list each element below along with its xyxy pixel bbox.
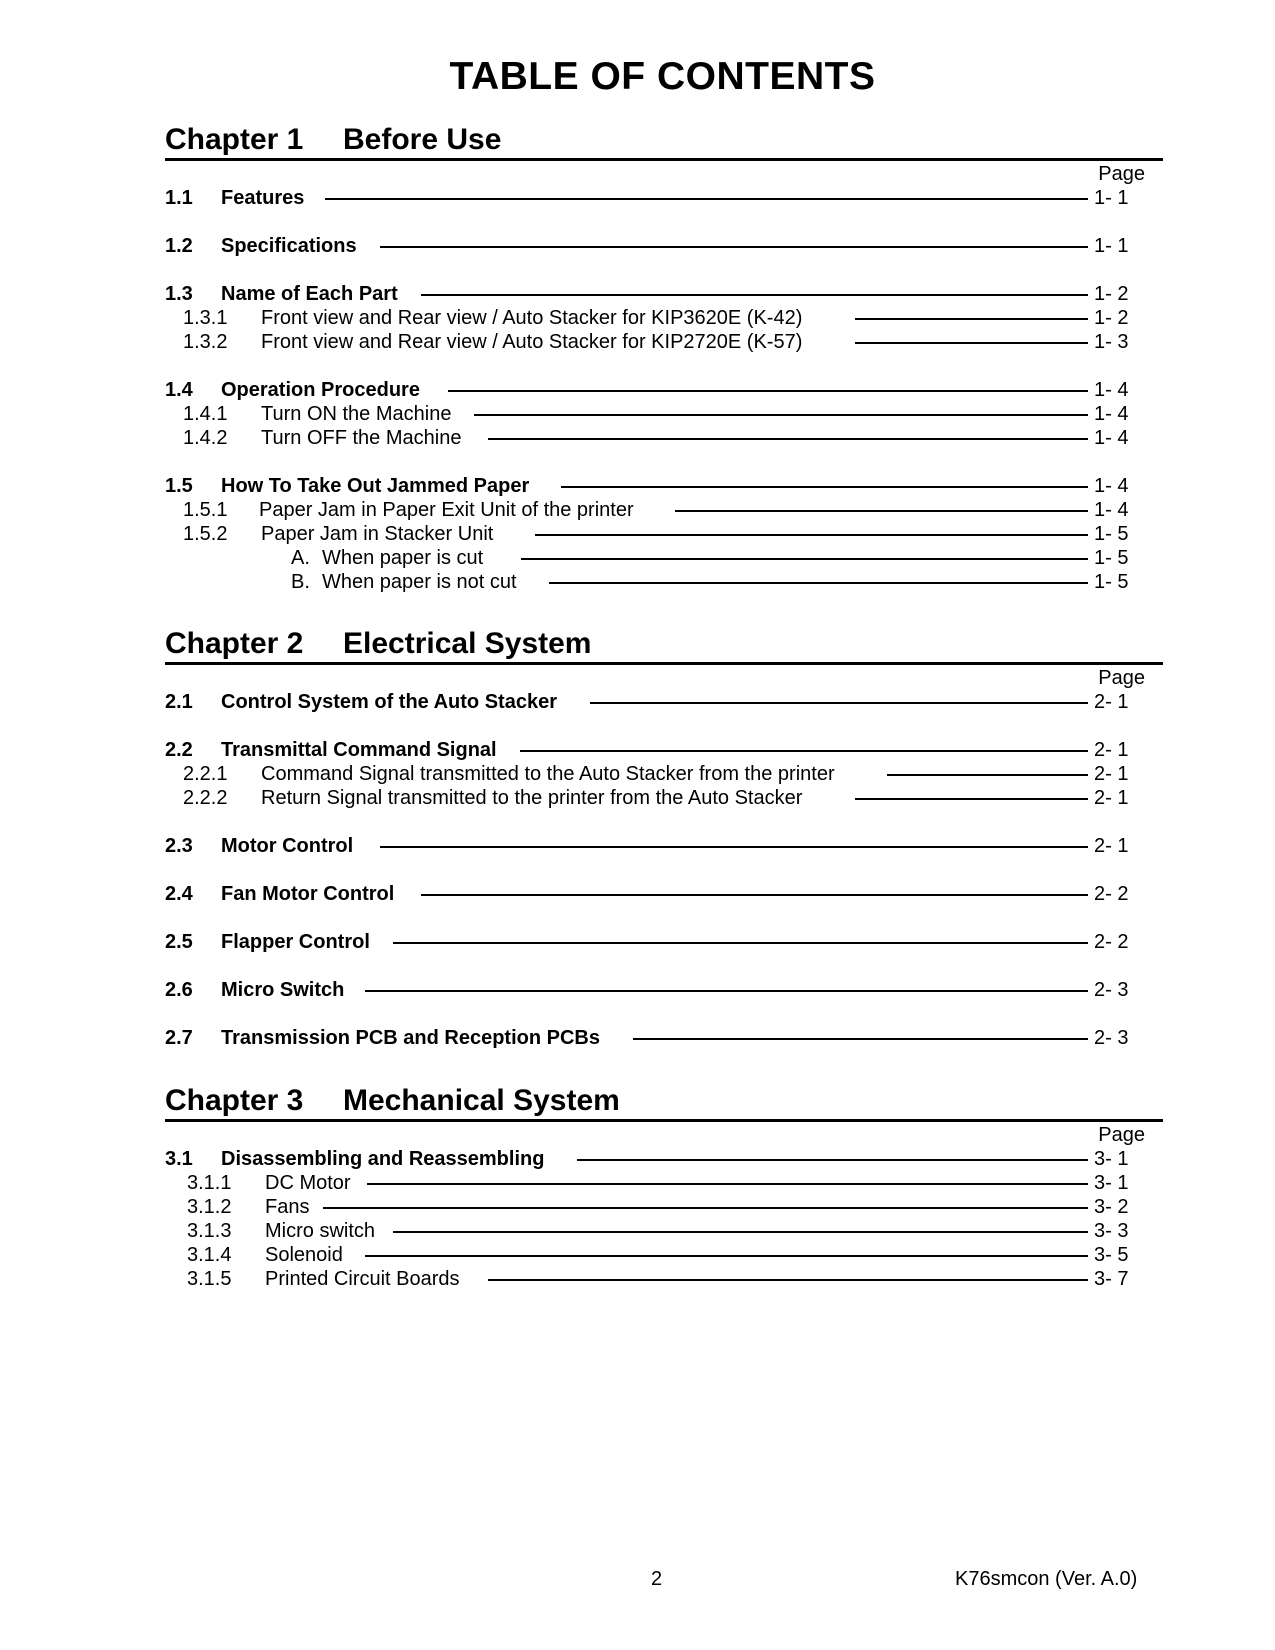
entry-number: 3.1.2 <box>187 1196 232 1218</box>
entry-number: 2.2.1 <box>183 763 228 785</box>
toc-entry[interactable] <box>165 834 1163 858</box>
entry-number: 1.2 <box>165 235 193 257</box>
entry-title: Control System of the Auto Stacker <box>221 691 557 713</box>
entry-page: 1- 4 <box>1094 475 1129 497</box>
entry-title: Name of Each Part <box>221 283 398 305</box>
dot-leader <box>421 894 1088 896</box>
entry-title: Paper Jam in Stacker Unit <box>261 523 494 545</box>
dot-leader <box>590 702 1088 704</box>
entry-number: 3.1.1 <box>187 1172 232 1194</box>
entry-page: 2- 2 <box>1094 931 1129 953</box>
toc-entry[interactable] <box>165 1171 1163 1195</box>
dot-leader <box>393 942 1088 944</box>
page-title: TABLE OF CONTENTS <box>449 55 876 98</box>
entry-title: Turn ON the Machine <box>261 403 452 425</box>
entry-number: 2.4 <box>165 883 193 905</box>
entry-number: 2.2.2 <box>183 787 228 809</box>
toc-entry[interactable] <box>165 762 1163 786</box>
entry-title: Front view and Rear view / Auto Stacker for KIP3620E (K-42) <box>261 307 803 329</box>
entry-page: 3- 1 <box>1094 1148 1129 1170</box>
dot-leader <box>855 342 1088 344</box>
dot-leader <box>323 1207 1088 1209</box>
entry-page: 1- 4 <box>1094 379 1129 401</box>
dot-leader <box>577 1159 1088 1161</box>
entry-number: 1.4.2 <box>183 427 228 449</box>
entry-page: 2- 1 <box>1094 835 1129 857</box>
footer-page-number: 2 <box>651 1568 663 1590</box>
dot-leader <box>380 846 1088 848</box>
toc-entry[interactable] <box>165 738 1163 762</box>
entry-page: 2- 1 <box>1094 691 1129 713</box>
entry-title: Printed Circuit Boards <box>265 1268 460 1290</box>
dot-leader <box>325 198 1088 200</box>
entry-page: 3- 7 <box>1094 1268 1129 1290</box>
toc-entry[interactable] <box>165 474 1163 498</box>
chapter-1 <box>165 122 1163 593</box>
entry-title: Return Signal transmitted to the printer from the Auto Stacker <box>261 787 803 809</box>
entry-page: 1- 4 <box>1094 403 1129 425</box>
entry-page: 3- 5 <box>1094 1244 1129 1266</box>
toc-entry[interactable] <box>165 1195 1163 1219</box>
entry-title: When paper is not cut <box>322 571 517 593</box>
entry-number: 2.2 <box>165 739 193 761</box>
entry-page: 1- 1 <box>1094 235 1129 257</box>
dot-leader <box>520 750 1088 752</box>
entry-page: 2- 1 <box>1094 763 1129 785</box>
entry-page: 2- 1 <box>1094 739 1129 761</box>
chapter-3 <box>165 1083 1163 1290</box>
dot-leader <box>855 798 1088 800</box>
entry-page: 1- 3 <box>1094 331 1129 353</box>
page-column-label: Page <box>1098 1124 1145 1146</box>
entry-number: 2.6 <box>165 979 193 1001</box>
chapter-number: Chapter 1 <box>165 123 304 156</box>
entry-title: Disassembling and Reassembling <box>221 1148 545 1170</box>
toc-entry[interactable] <box>165 786 1163 810</box>
dot-leader <box>855 318 1088 320</box>
toc-entry[interactable] <box>165 1147 1163 1171</box>
chapter-heading <box>165 626 1163 665</box>
toc-entry[interactable] <box>165 234 1163 258</box>
entry-number: 3.1.5 <box>187 1268 232 1290</box>
dot-leader <box>448 390 1088 392</box>
toc-entry[interactable] <box>165 378 1163 402</box>
dot-leader <box>488 438 1088 440</box>
entry-page: 2- 3 <box>1094 979 1129 1001</box>
entry-number: 1.4 <box>165 379 193 401</box>
entry-number: 1.5 <box>165 475 193 497</box>
toc-entry[interactable] <box>165 522 1163 546</box>
entry-number: 3.1.3 <box>187 1220 232 1242</box>
entry-page: 2- 3 <box>1094 1027 1129 1049</box>
toc-entry[interactable] <box>165 426 1163 450</box>
entry-title: Flapper Control <box>221 931 370 953</box>
page-column-label: Page <box>1098 667 1145 689</box>
entry-page: 1- 5 <box>1094 547 1129 569</box>
dot-leader <box>421 294 1088 296</box>
entry-page: 1- 2 <box>1094 283 1129 305</box>
entry-title: Fans <box>265 1196 310 1218</box>
chapter-2 <box>165 626 1163 1049</box>
toc-entry[interactable] <box>165 1026 1163 1050</box>
entry-number: 2.5 <box>165 931 193 953</box>
dot-leader <box>474 414 1088 416</box>
entry-number: 3.1 <box>165 1148 193 1170</box>
entry-page: 1- 4 <box>1094 499 1129 521</box>
toc-entry[interactable] <box>165 930 1163 954</box>
entry-title: Command Signal transmitted to the Auto Stacker from the printer <box>261 763 835 785</box>
dot-leader <box>535 534 1088 536</box>
toc-entry[interactable] <box>165 306 1163 330</box>
entry-title: How To Take Out Jammed Paper <box>221 475 530 497</box>
toc-entry[interactable] <box>165 1267 1163 1291</box>
entry-number: 1.4.1 <box>183 403 228 425</box>
entry-page: 1- 4 <box>1094 427 1129 449</box>
entry-title: Motor Control <box>221 835 354 857</box>
entry-number: 2.1 <box>165 691 193 713</box>
toc-entry[interactable] <box>165 546 1163 570</box>
entry-title: Micro Switch <box>221 979 345 1001</box>
entry-title: Front view and Rear view / Auto Stacker for KIP2720E (K-57) <box>261 331 803 353</box>
entry-page: 2- 1 <box>1094 787 1129 809</box>
dot-leader <box>561 486 1088 488</box>
page-column-label: Page <box>1098 163 1145 185</box>
entry-page: 1- 5 <box>1094 523 1129 545</box>
dot-leader <box>380 246 1088 248</box>
entry-page: 3- 1 <box>1094 1172 1129 1194</box>
toc-entry[interactable] <box>165 498 1163 522</box>
toc-entry[interactable] <box>165 330 1163 354</box>
entry-number: 2.3 <box>165 835 193 857</box>
entry-number: 1.5.1 <box>183 499 228 521</box>
footer-document-id: K76smcon (Ver. A.0) <box>955 1568 1138 1590</box>
toc-entry[interactable] <box>165 1219 1163 1243</box>
toc-entry[interactable] <box>165 1243 1163 1267</box>
entry-title: Fan Motor Control <box>221 883 395 905</box>
entry-page: 3- 2 <box>1094 1196 1129 1218</box>
entry-number: 1.5.2 <box>183 523 228 545</box>
chapter-title: Electrical System <box>343 627 592 660</box>
entry-title: Transmission PCB and Reception PCBs <box>221 1027 600 1049</box>
entry-title: When paper is cut <box>322 547 484 569</box>
chapter-number: Chapter 3 <box>165 1084 304 1117</box>
dot-leader <box>488 1279 1088 1281</box>
dot-leader <box>367 1183 1088 1185</box>
toc-entry[interactable] <box>165 882 1163 906</box>
entry-title: Solenoid <box>265 1244 343 1266</box>
entry-title: Transmittal Command Signal <box>221 739 497 761</box>
entry-number: A. <box>291 547 310 569</box>
toc-entry[interactable] <box>165 570 1163 594</box>
toc-entry[interactable] <box>165 282 1163 306</box>
entry-title: Micro switch <box>265 1220 376 1242</box>
entry-title: Features <box>221 187 305 209</box>
dot-leader <box>521 558 1088 560</box>
dot-leader <box>675 510 1088 512</box>
entry-number: 1.3.2 <box>183 331 228 353</box>
entry-number: 3.1.4 <box>187 1244 232 1266</box>
toc-entry[interactable] <box>165 402 1163 426</box>
entry-title: Specifications <box>221 235 357 257</box>
dot-leader <box>365 1255 1088 1257</box>
dot-leader <box>549 582 1088 584</box>
entry-number: B. <box>291 571 310 593</box>
entry-title: Turn OFF the Machine <box>261 427 462 449</box>
entry-page: 1- 2 <box>1094 307 1129 329</box>
entry-page: 3- 3 <box>1094 1220 1129 1242</box>
entry-title: Paper Jam in Paper Exit Unit of the printer <box>259 499 634 521</box>
chapter-heading <box>165 122 1163 161</box>
entry-number: 1.3 <box>165 283 193 305</box>
chapter-number: Chapter 2 <box>165 627 304 660</box>
entry-page: 2- 2 <box>1094 883 1129 905</box>
chapter-title: Mechanical System <box>343 1084 620 1117</box>
entry-number: 1.1 <box>165 187 193 209</box>
entry-number: 2.7 <box>165 1027 193 1049</box>
dot-leader <box>633 1038 1088 1040</box>
chapter-heading <box>165 1083 1163 1122</box>
entry-page: 1- 5 <box>1094 571 1129 593</box>
entry-page: 1- 1 <box>1094 187 1129 209</box>
chapter-title: Before Use <box>343 123 502 156</box>
toc-entry[interactable] <box>165 186 1163 210</box>
dot-leader <box>887 774 1088 776</box>
toc-entry[interactable] <box>165 690 1163 714</box>
dot-leader <box>365 990 1088 992</box>
entry-title: Operation Procedure <box>221 379 420 401</box>
dot-leader <box>393 1231 1088 1233</box>
entry-number: 1.3.1 <box>183 307 228 329</box>
toc-entry[interactable] <box>165 978 1163 1002</box>
entry-title: DC Motor <box>265 1172 351 1194</box>
